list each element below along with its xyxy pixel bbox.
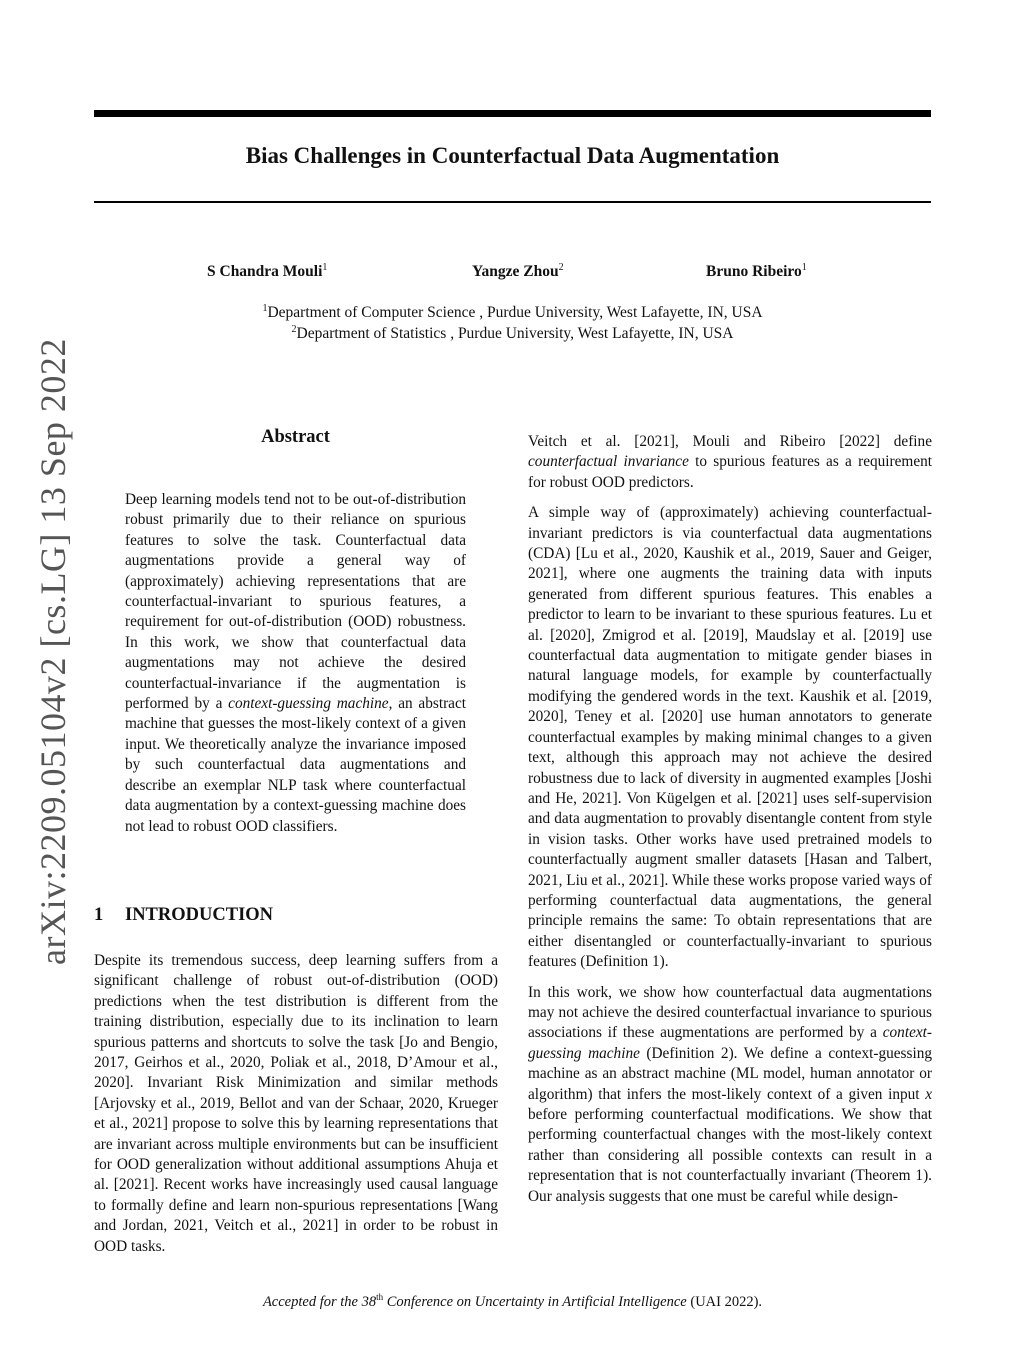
author-sup: 1 <box>322 262 328 273</box>
italic-term: context-guessing machine <box>528 1024 932 1062</box>
footer-italic-1: Accepted for the 38 <box>262 1293 377 1310</box>
text: (Definition 2). We define a context-guessing machine as an abstract machine (ML model, human annotator or algorithm) that infers the most-likely context of a given input <box>528 1044 932 1103</box>
affiliation-sup: 2 <box>291 324 297 335</box>
title-rule-top <box>94 110 931 117</box>
author-1 <box>207 262 327 281</box>
abstract-heading: Abstract <box>261 427 330 447</box>
author-name: S Chandra Mouli <box>207 263 323 281</box>
affiliation-1 <box>94 303 931 322</box>
author-sup: 1 <box>801 262 807 273</box>
arxiv-identifier: arXiv:2209.05104v2 [cs.LG] 13 Sep 2022 <box>33 338 73 965</box>
text: Veitch et al. [2021], Mouli and Ribeiro [2022] define <box>528 433 932 450</box>
intro-paragraph-right-2: A simple way of (approximately) achieving counterfactual-invariant predictors is via counterfactual data augmentations (CDA) [Lu et al., 2020, Kaushik et al., 2019, Sauer and Geiger, 2021], where one augments the training data with inputs generated from different spurious features. This enables a predictor to learn to be invariant to these spurious features. Lu et al. [2020], Zmigrod et al. [2019], Maudslay et al. [2019] use counterfactual data augmentation to mitigate gender biases in natural language models, for example by counterfactually modifying the gendered words in the text. Kaushik et al. [2019, 2020], Teney et al. [2020] use human annotators to generate counterfactual examples by making minimal changes to a given text, although this approach may not achieve the desired robustness due to lack of diversity in augmented examples [Joshi and He, 2021]. Von Kügelgen et al. [2021] uses self-supervision and data augmentation to provably disentangle content from style in vision tasks. Other works have used pretrained models to counterfactually augment smaller datasets [Hasan and Talbert, 2021, Liu et al., 2021]. While these works propose varied ways of performing counterfactual data augmentations, the general principle remains the same: To obtain representations that are either disentangled or counterfactually-invariant to spurious features (Definition 1). <box>528 504 932 971</box>
text: In this work, we show how counterfactual data augmentations may not achieve the desired counterfactual invariance to spurious associations if these augmentations are performed by a <box>528 983 932 1042</box>
author-2 <box>472 262 564 281</box>
author-3 <box>706 262 807 281</box>
right-column <box>528 432 932 1217</box>
affiliation-text: Department of Statistics , Purdue University, West Lafayette, IN, USA <box>296 325 734 343</box>
affiliation-2 <box>94 324 931 343</box>
author-sup: 2 <box>558 262 564 273</box>
text: before performing counterfactual modifications. We show that performing counterfactual changes with the most-likely context rather than considering all possible contexts can result in a representation that is not counterfactually invariant (Theorem 1). Our analysis suggests that one must be careful while design- <box>528 1106 932 1205</box>
abstract-italic: context-guessing machine <box>228 695 389 713</box>
affiliation-sup: 1 <box>262 303 268 314</box>
conference-footer <box>94 1292 931 1311</box>
text: to spurious features as a requirement for robust OOD predictors. <box>528 453 933 491</box>
italic-term: counterfactual invariance <box>528 453 689 471</box>
title-rule-bottom <box>94 201 931 203</box>
intro-paragraph-right-3 <box>528 983 932 1207</box>
intro-paragraph-left: Despite its tremendous success, deep learning suffers from a significant challenge of robust out-of-distribution (OOD) predictions when the test distribution is different from the training distribution, especially due to its inclination to learn spurious patterns and shortcuts to solve the task [Jo and Bengio, 2017, Geirhos et al., 2020, Poliak et al., 2018, D’Amour et al., 2020]. Invariant Risk Minimization and similar methods [Arjovsky et al., 2019, Bellot and van der Schaar, 2020, Krueger et al., 2021] propose to solve this by learning representations that are invariant across multiple environments but can be insufficient for OOD generalization without additional assumptions Ahuja et al. [2021]. Recent works have increasingly used causal language to formally define and learn non-spurious representations [Wang and Jordan, 2021, Veitch et al., 2021] in order to be robust in OOD tasks. <box>94 952 498 1255</box>
footer-italic-2: Conference on Uncertainty in Artificial Intelligence <box>383 1293 687 1310</box>
footer-sup: th <box>376 1292 384 1302</box>
intro-paragraph-right-1 <box>528 432 932 493</box>
abstract-body <box>125 490 466 837</box>
section-title: INTRODUCTION <box>125 905 274 925</box>
section-heading-introduction <box>94 905 273 926</box>
math-variable: x <box>925 1085 932 1103</box>
section-number: 1 <box>94 905 104 925</box>
author-name: Yangze Zhou <box>472 263 559 281</box>
author-name: Bruno Ribeiro <box>706 263 802 281</box>
affiliation-text: Department of Computer Science , Purdue University, West Lafayette, IN, USA <box>267 304 763 322</box>
abstract-text-2: , an abstract machine that guesses the most-likely context of a given input. We theoretically analyze the invariance imposed by such counterfactual data augmentations and describe an exemplar NLP task where counterfactual data augmentation by a context-guessing machine does not lead to robust OOD classifiers. <box>125 695 467 835</box>
footer-text: (UAI 2022). <box>686 1293 763 1310</box>
abstract-text-1: Deep learning models tend not to be out-of-distribution robust primarily due to their reliance on spurious features to solve the task. Counterfactual data augmentations provide a general way of (approximately) achieving representations that are counterfactual-invariant to spurious features, a requirement for out-of-distribution (OOD) robustness. In this work, we show that counterfactual data augmentations may not achieve the desired counterfactual-invariance if the augmentation is performed by a <box>125 491 466 713</box>
paper-title: Bias Challenges in Counterfactual Data Augmentation <box>245 143 780 168</box>
